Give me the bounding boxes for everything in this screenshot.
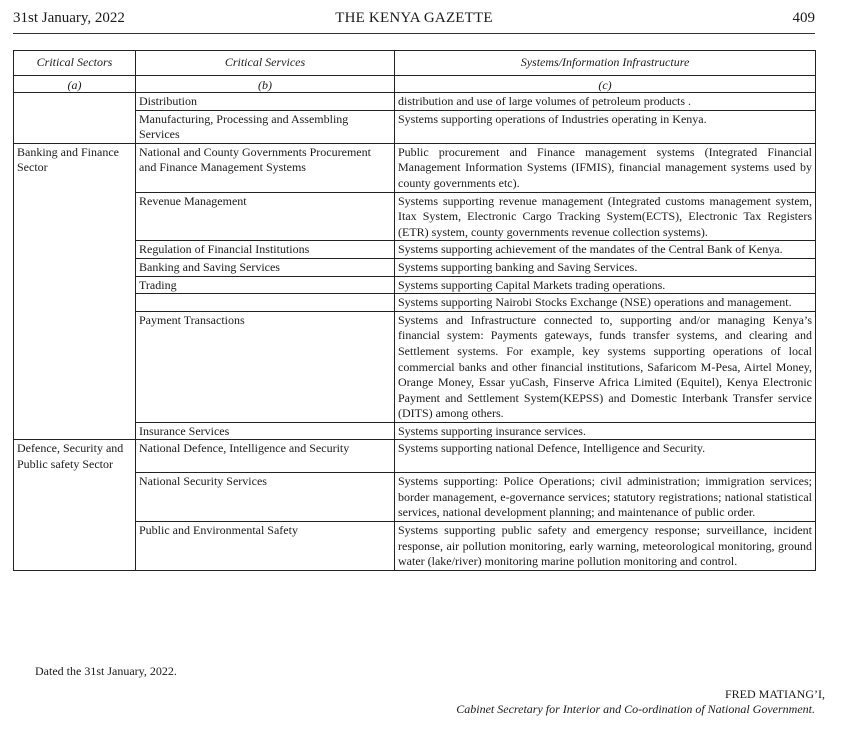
service-cell: Regulation of Financial Institutions	[136, 241, 395, 259]
service-cell: Payment Transactions	[136, 311, 395, 422]
column-letter-c: (c)	[395, 76, 816, 93]
gazette-title: THE KENYA GAZETTE	[335, 10, 493, 26]
table-row	[14, 110, 816, 143]
table-row	[14, 258, 816, 276]
table-row	[14, 440, 816, 473]
sector-cell	[14, 110, 136, 143]
systems-cell: distribution and use of large volumes of petroleum products .	[395, 93, 816, 111]
signatory-name: FRED MATIANG’I,	[725, 687, 825, 701]
table-row	[14, 143, 816, 192]
sector-cell	[14, 258, 136, 276]
header-rule	[13, 33, 815, 34]
service-cell: Public and Environmental Safety	[136, 521, 395, 570]
sector-cell	[14, 192, 136, 241]
systems-cell: Systems supporting national Defence, Intelligence and Security.	[395, 440, 816, 473]
column-header-systems: Systems/Information Infrastructure	[395, 51, 816, 76]
table-header-row	[14, 51, 816, 76]
sector-cell	[14, 422, 136, 440]
systems-cell: Systems supporting Nairobi Stocks Exchange (NSE) operations and management.	[395, 294, 816, 312]
systems-cell: Public procurement and Finance management systems (Integrated Financial Management Information Systems (IFMIS), financial management systems used by county governments etc).	[395, 143, 816, 192]
sector-cell: Banking and Finance Sector	[14, 143, 136, 192]
gazette-header	[13, 10, 815, 32]
service-cell	[136, 294, 395, 312]
sector-cell	[14, 294, 136, 312]
table-row	[14, 241, 816, 259]
sector-cell	[14, 93, 136, 111]
systems-cell: Systems supporting Capital Markets trading operations.	[395, 276, 816, 294]
service-cell: Distribution	[136, 93, 395, 111]
systems-cell: Systems supporting banking and Saving Services.	[395, 258, 816, 276]
column-header-services: Critical Services	[136, 51, 395, 76]
sector-cell	[14, 276, 136, 294]
service-cell: National Defence, Intelligence and Security	[136, 440, 395, 473]
service-cell: National Security Services	[136, 473, 395, 522]
systems-cell: Systems supporting public safety and emergency response; surveillance, incident response, air pollution monitoring, early warning, meteorological monitoring, ground water (lake/river) monitoring marine pollution monitoring and control.	[395, 521, 816, 570]
systems-cell: Systems supporting insurance services.	[395, 422, 816, 440]
service-cell: Manufacturing, Processing and Assembling Services	[136, 110, 395, 143]
page-number: 409	[792, 10, 815, 26]
table-row	[14, 311, 816, 422]
systems-cell: Systems and Infrastructure connected to, supporting and/or managing Kenya’s financial system: Payments gateways, funds transfer systems, and clearing and Settlement systems. For example, key systems supporting operations of local commercial banks and other financial institutions, Safaricom M-Pesa, Airtel Money, Orange Money, Essar yuCash, Finserve Africa Limited (Equitel), Kenya Electronic Payment and Settlement System(KEPSS) and Domestic Interbank Transfer service (DITS) among others.	[395, 311, 816, 422]
systems-cell: Systems supporting achievement of the mandates of the Central Bank of Kenya.	[395, 241, 816, 259]
systems-cell: Systems supporting operations of Industries operating in Kenya.	[395, 110, 816, 143]
sector-cell: Defence, Security and Public safety Sector	[14, 440, 136, 473]
table-row	[14, 192, 816, 241]
service-cell: Insurance Services	[136, 422, 395, 440]
sector-cell	[14, 241, 136, 259]
service-cell: National and County Governments Procurement and Finance Management Systems	[136, 143, 395, 192]
systems-cell: Systems supporting: Police Operations; civil administration; immigration services; border management, e-governance services; statutory registrations; national statistical services, national development planning; and maintenance of public order.	[395, 473, 816, 522]
table-row	[14, 276, 816, 294]
critical-infrastructure-table	[13, 50, 816, 571]
table-row	[14, 93, 816, 111]
column-letter-a: (a)	[14, 76, 136, 93]
table-row	[14, 473, 816, 522]
sector-cell	[14, 311, 136, 422]
table-row	[14, 422, 816, 440]
systems-cell: Systems supporting revenue management (Integrated customs management system, Itax System, Electronic Cargo Tracking System(ECTS), Electronic Tax Registers (ETR) system, county governments revenue collection systems).	[395, 192, 816, 241]
issue-date: 31st January, 2022	[13, 10, 125, 26]
service-cell: Trading	[136, 276, 395, 294]
signatory-title: Cabinet Secretary for Interior and Co-ordination of National Government.	[456, 702, 815, 716]
sector-cell	[14, 521, 136, 570]
column-header-sectors: Critical Sectors	[14, 51, 136, 76]
service-cell: Banking and Saving Services	[136, 258, 395, 276]
dated-line: Dated the 31st January, 2022.	[35, 664, 177, 678]
sector-cell	[14, 473, 136, 522]
column-letter-b: (b)	[136, 76, 395, 93]
service-cell: Revenue Management	[136, 192, 395, 241]
table-row	[14, 294, 816, 312]
table-row	[14, 521, 816, 570]
table-letter-row	[14, 76, 816, 93]
